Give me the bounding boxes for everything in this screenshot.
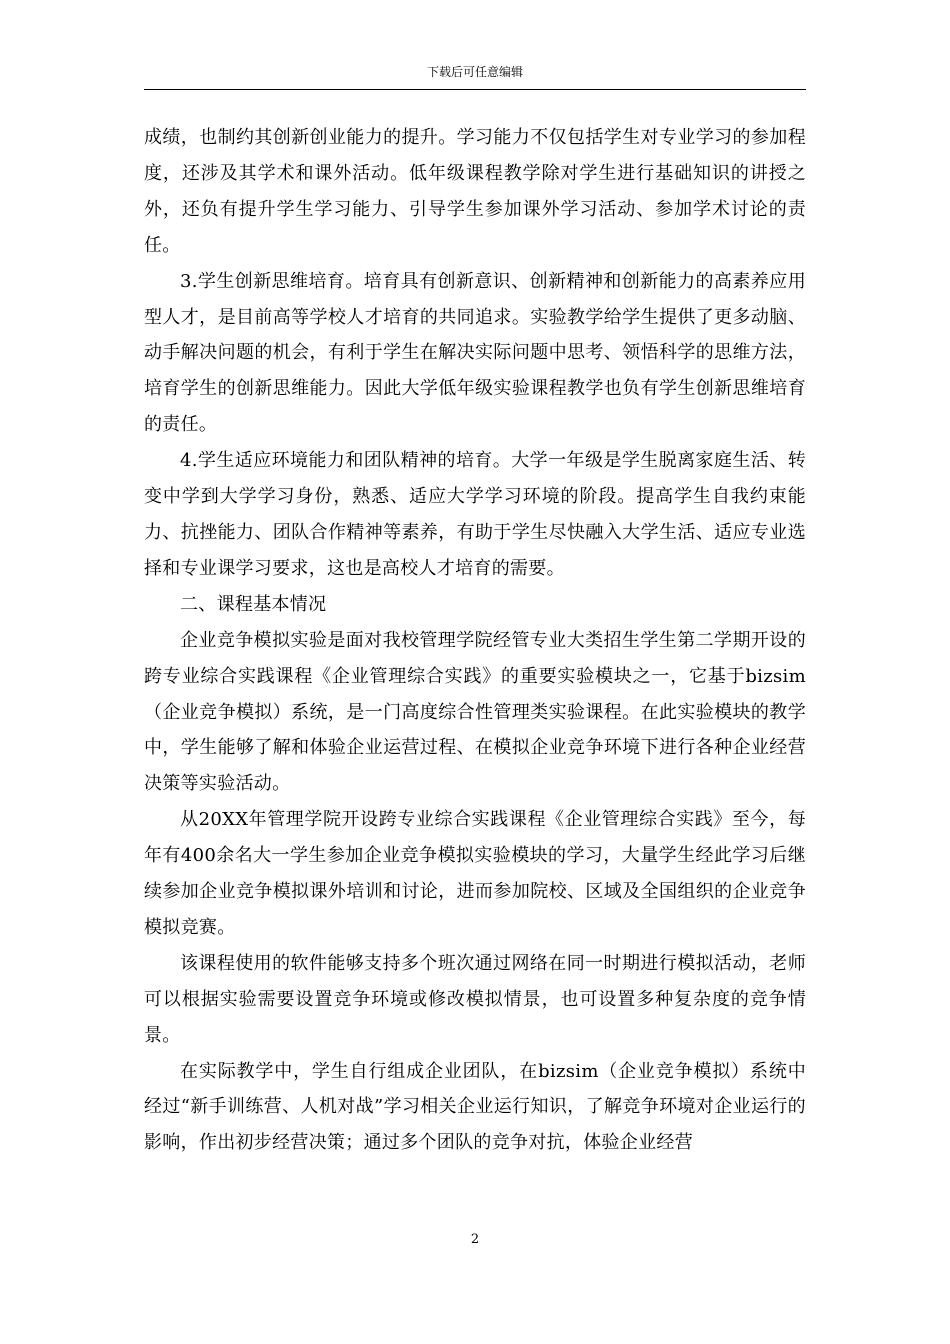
paragraph-course-history: 从20XX年管理学院开设跨专业综合实践课程《企业管理综合实践》至今，每年有400余名大一学生参加企业竞争模拟实验模块的学习，大量学生经此学习后继续参加企业竞争模拟课外培训和讨论，进而参加院校、区域及全国组织的企业竞争模拟竞赛。 [144,809,806,938]
header-divider [144,89,806,90]
section-heading-course-overview: 二、课程基本情况 [180,593,327,615]
page-number: 2 [470,1232,480,1247]
paragraph-adaptability-teamwork: 4.学生适应环境能力和团队精神的培育。大学一年级是学生脱离家庭生活、转变中学到大学学习身份，熟悉、适应大学学习环境的阶段。提高学生自我约束能力、抗挫能力、团队合作精神等素养，有助于学生尽快融入大学生活、适应专业选择和专业课学习要求，这也是高校人才培育的需要。 [144,450,806,579]
paragraph-course-introduction: 企业竞争模拟实验是面对我校管理学院经管专业大类招生学生第二学期开设的跨专业综合实践课程《企业管理综合实践》的重要实验模块之一，它基于bizsim（企业竞争模拟）系统，是一门高度综合性管理类实验课程。在此实验模块的教学中，学生能够了解和体验企业运营过程、在模拟企业竞争环境下进行各种企业经营决策等实验活动。 [144,629,806,795]
document-body [144,120,806,1161]
page-header: 下载后可任意编辑 [426,65,523,79]
paragraph-innovative-thinking: 3.学生创新思维培育。培育具有创新意识、创新精神和创新能力的高素养应用型人才，是目前高等学校人才培育的共同追求。实验教学给学生提供了更多动脑、动手解决问题的机会，有利于学生在解决实际问题中思考、领悟科学的思维方法，培育学生的创新思维能力。因此大学低年级实验课程教学也负有学生创新思维培育的责任。 [144,270,806,436]
paragraph-software-capabilities: 该课程使用的软件能够支持多个班次通过网络在同一时期进行模拟活动，老师可以根据实验需要设置竞争环境或修改模拟情景，也可设置多种复杂度的竞争情景。 [144,952,806,1046]
paragraph-teaching-practice: 在实际教学中，学生自行组成企业团队，在bizsim（企业竞争模拟）系统中经过“新手训练营、人机对战”学习相关企业运行知识，了解竞争环境对企业运行的影响，作出初步经营决策；通过多个团队的竞争对抗，体验企业经营 [144,1060,806,1154]
paragraph-learning-ability-continued: 成绩，也制约其创新创业能力的提升。学习能力不仅包括学生对专业学习的参加程度，还涉及其学术和课外活动。低年级课程教学除对学生进行基础知识的讲授之外，还负有提升学生学习能力、引导学生参加课外学习活动、参加学术讨论的责任。 [144,127,806,256]
